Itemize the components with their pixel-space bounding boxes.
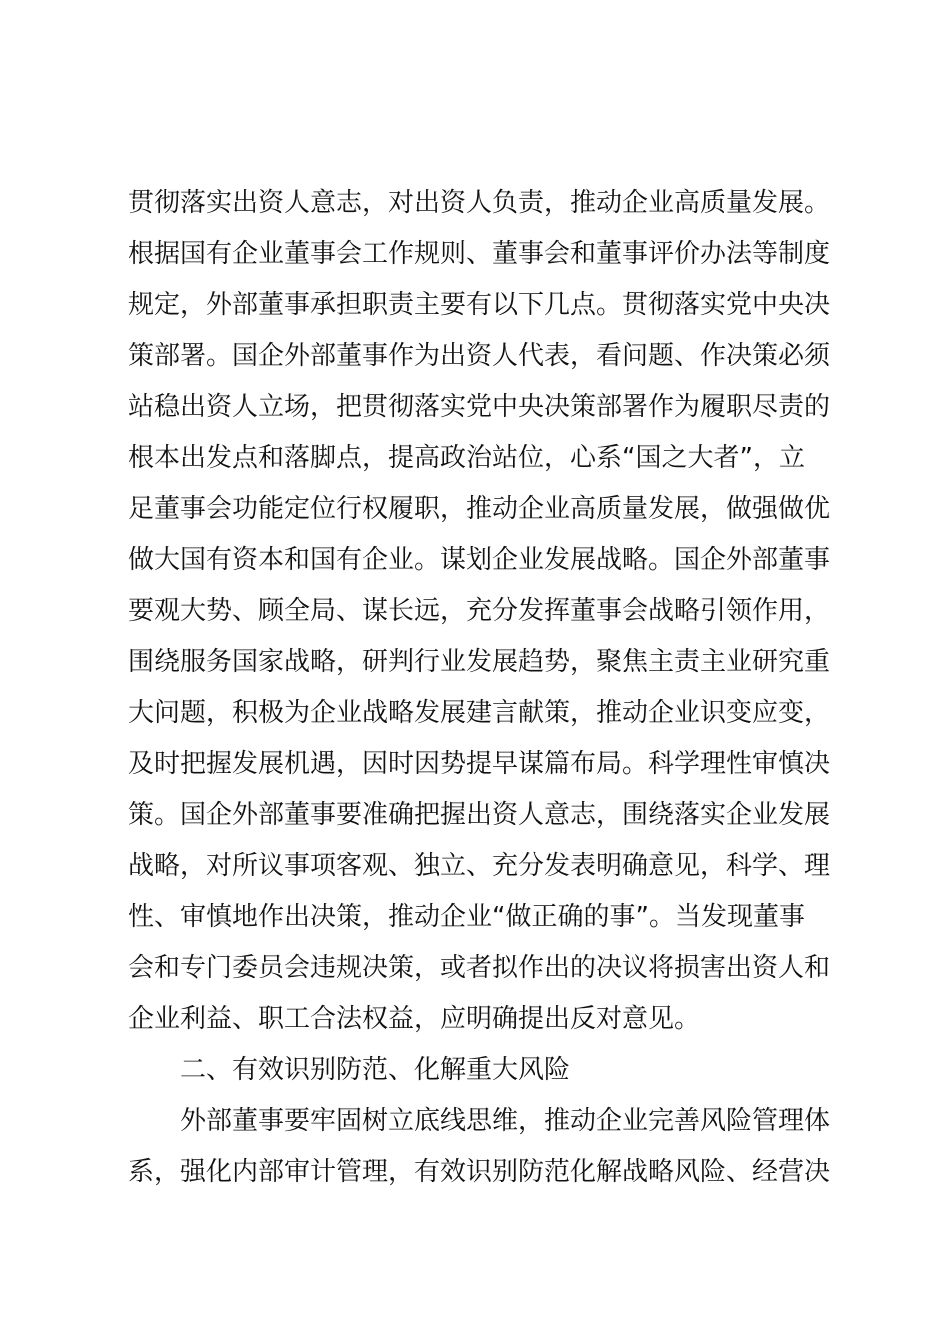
body-line-15: 性、审慎地作出决策，推动企业“做正确的事”。当发现董事 (128, 902, 805, 932)
body-line-7: 足董事会功能定位行权履职，推动企业高质量发展，做强做优 (128, 494, 831, 524)
body-line-14: 战略，对所议事项客观、独立、充分发表明确意见，科学、理 (128, 851, 831, 881)
body-line-5: 站稳出资人立场，把贯彻落实党中央决策部署作为履职尽责的 (128, 392, 831, 422)
para2-line-2: 系，强化内部审计管理，有效识别防范化解战略风险、经营决 (128, 1157, 831, 1187)
body-line-10: 围绕服务国家战略，研判行业发展趋势，聚焦主责主业研究重 (128, 647, 831, 677)
body-line-17: 企业利益、职工合法权益，应明确提出反对意见。 (128, 1004, 701, 1034)
body-line-3: 规定，外部董事承担职责主要有以下几点。贯彻落实党中央决 (128, 290, 831, 320)
body-line-4: 策部署。国企外部董事作为出资人代表，看问题、作决策必须 (128, 341, 831, 371)
body-line-8: 做大国有资本和国有企业。谋划企业发展战略。国企外部董事 (128, 545, 831, 575)
body-line-16: 会和专门委员会违规决策，或者拟作出的决议将损害出资人和 (128, 953, 831, 983)
body-line-11: 大问题，积极为企业战略发展建言献策，推动企业识变应变， (128, 698, 831, 728)
body-line-6: 根本出发点和落脚点，提高政治站位，心系“国之大者”，立 (128, 443, 805, 473)
body-line-9: 要观大势、顾全局、谋长远，充分发挥董事会战略引领作用， (128, 596, 831, 626)
body-line-1: 贯彻落实出资人意志，对出资人负责，推动企业高质量发展。 (128, 188, 831, 218)
section-heading: 二、有效识别防范、化解重大风险 (180, 1055, 571, 1085)
body-line-2: 根据国有企业董事会工作规则、董事会和董事评价办法等制度 (128, 239, 831, 269)
body-line-12: 及时把握发展机遇，因时因势提早谋篇布局。科学理性审慎决 (128, 749, 831, 779)
para2-line-1: 外部董事要牢固树立底线思维，推动企业完善风险管理体 (180, 1106, 831, 1136)
body-line-13: 策。国企外部董事要准确把握出资人意志，围绕落实企业发展 (128, 800, 831, 830)
